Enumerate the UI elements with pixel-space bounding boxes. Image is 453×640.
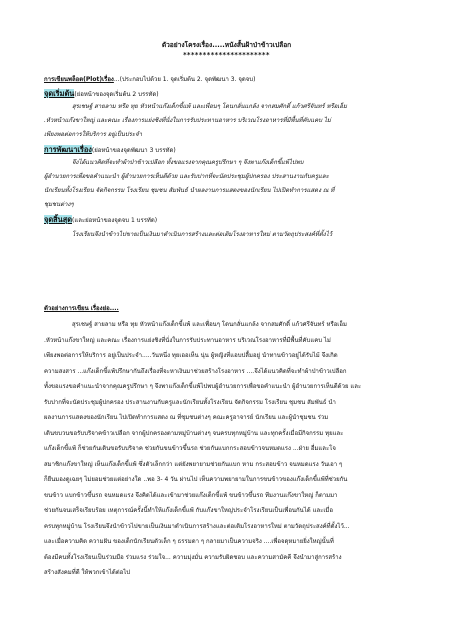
start-heading-line (44, 89, 159, 99)
start-note: (ย่อหน้าของจุดเริ่มต้น 2 บรรทัด) (74, 91, 159, 98)
example-line-9: แก๊งเด็กขี้แพ้ ก็ช่วยกันเดินขอรับบริจาค ช่วยกันขนข้าวขึ้นรถ ช่วยกันแบกกระสอบข้าวจนหมดแรง ...ฝ่าย อื่มและโจ (44, 445, 336, 452)
example-line-5: ทั้งขอแรงขอคำแนะนำจากคุณครูปรึกษา ๆ จึงพาแก๊งเด็กขี้แพ้ไปพบผู้อำนวยการเพื่อขอคำแนะนำ ผู้อำนวยการเห็นดีด้วย และ (44, 383, 362, 390)
dev-heading-line (44, 145, 176, 155)
end-note: (และย่อหน้าของจุดจบ 1 บรรทัด) (72, 217, 158, 224)
example-line-6: รับปากที่จะนัดประชุมผู้ปกครอง ประสานงานกับครูและนักเรียนทั้งโรงเรียน จัดกิจกรรม โรงเรียน ชุมชน สัมพันธ์ นำ (44, 398, 336, 406)
end-heading: จุดสิ้นสุด (44, 215, 73, 224)
example-line-8: เดินขบวนขอรับบริจาคข้าวเปลือก จากผู้ปกครองตามหมู่บ้านต่างๆ จนครบทุกหมู่บ้าน และทุกครั้งเมื่อมีกิจกรรม ทุยและ (44, 429, 344, 437)
example-line-4: ความสงสาร ...แก๊งเด็กขี้แพ้ปรึกษากันถึงเรื่องที่จะหาเงินมาช่วยสร้างโรงอาหาร ....จึงได้แนวคิดที่จะทำผ้าป่าข้าวเปลือก (44, 367, 347, 375)
example-line-7: ผลงานการแสดงของนักเรียน ไปเปิดทำการแสดง ณ ที่ชุมชนต่างๆ คณะครูอาจารย์ นักเรียน และผู้นำชุมชน ร่วม (44, 414, 329, 421)
dev-line-3: นักเรียนทั้งโรงเรียน จัดกิจกรรม โรงเรียน ชุมชน สัมพันธ์ นำผลงานการแสดงของนักเรียน ไปเปิดทำการแสดง ณ ที่ (44, 187, 335, 194)
end-line-1: โรงเรียนจึงนำข้าวไปขายเป็นเงินมาดำเนินการสร้างและต่อเติมโรงอาหารใหม่ ตามวัตถุประสงค์ที่ตั้งไว้ (72, 231, 333, 238)
example-line-12: ขนข้าว แบกข้าวขึ้นรถ จนหมดแรง จึงคิดได้และเข้ามาช่วยแก๊งเด็กขี้แพ้ ขนข้าวขึ้นรถ ทีมงานแก๊งขาใหญ่ ก็ตามมา (44, 491, 338, 499)
end-heading-line (44, 215, 157, 225)
start-line-1: สุรเชษฐ์ สายลาม หรือ ทุย หัวหน้าแก๊งเด็กขี้แพ้ และเพื่อนๆ โดนกลั่นแกล้ง จากสมศักดิ์ แก้วศรีจันทร์ หรือเอ็ม (72, 103, 347, 110)
example-line-11: ก็ยืนมองดูเฉยๆ ไม่ยอมช่วยแต่อย่างใด ..พอ 3- 4 วัน ผ่านไป เห็นความพยายามในการขนข้าวของแก๊งเด็กขี้แพ้ที่ช่วยกัน (44, 476, 348, 483)
start-line-2: .หัวหน้าแก๊งขาใหญ่ และคณะ เรื่องการแย่งชิงที่นั่งในการรับประทานอาหาร บริเวณโรงอาหารที่มีพื้นที่คับแคบ ไม่ (44, 117, 331, 124)
example-line-2: .หัวหน้าแก๊งขาใหญ่ และคณะ เรื่องการแย่งชิงที่นั่งในการรับประทานอาหาร บริเวณโรงอาหารที่มีพื้นที่คับแคบ ไม่ (44, 336, 331, 344)
example-line-1: สุรเชษฐ์ สายลาม หรือ ทุย หัวหน้าแก๊งเด็กขี้แพ้ และเพื่อนๆ โดนกลั่นแกล้ง จากสมศักดิ์ แก้วศรีจันทร์ หรือเอ็ม (72, 321, 347, 328)
dev-line-4: ชุมชนต่างๆ (44, 201, 74, 208)
dev-note: (ย่อหน้าของจุดพัฒนา 3 บรรทัด) (91, 147, 176, 154)
start-heading: จุดเริ่มต้น (44, 89, 75, 98)
document-title: ตัวอย่างโครงเรื่อง.....หนังสั้นฝ้าป่าข้าวเปลือก (161, 41, 292, 49)
example-line-13: ช่วยกันจนเสร็จเรียบร้อย เหตุการณ์ครั้งนี้ทำให้แก๊งเด็กขี้แพ้ กับแก๊งขาใหญ่ประจำโรงเรียนเป็นเพื่อนกันได้ และเมื่อ (44, 507, 333, 514)
example-line-3: เพียงพอต่อการให้บริการ อยู่เป็นประจำ.....วันหนึ่ง ทุยเออเห็น นุ่น ผู้หญิงที่แอบปลื้มอยู่ นำทานข้าวอยู่ได้รับไม้ จึงเกิด (44, 352, 338, 359)
dev-line-2: ผู้อำนวยการเพื่อขอคำแนะนำ ผู้อำนวยการเห็นดีด้วย และรับปากที่จะนัดประชุมผู้ปกครอง ประสานงานกับครูและ (44, 173, 329, 180)
example-line-15: และเมื่อความคิด ความฝัน ของเด็กนักเรียนตัวเล็ก ๆ ธรรมดา ๆ กลายมาเป็นความจริง ....เพื่อจดุหมายยิ่งใหญ่นั้นที่ (44, 538, 334, 545)
plot-heading-line (44, 75, 255, 84)
example-line-17: สร้างสังคมที่ดี ให้พวกเข้าได้ต่อไป (44, 569, 131, 576)
example-heading: ตัวอย่างการเขียน เรื่องย่อ.... (44, 305, 119, 312)
start-line-3: เพียงพอต่อการให้บริการ อยู่เป็นประจำ (44, 131, 143, 138)
example-line-14: ครบทุกหมู่บ้าน โรงเรียนจึงนำข้าวไปขายเป็นเงินมาดำเนินการสร้างและต่อเติมโรงอาหารใหม่ ตามวัตถุประสงค์ที่ตั้งไว้... (44, 522, 350, 530)
dev-line-1: จึงได้แนวคิดที่จะทำผ้าป่าข้าวเปลือก ทั้งขอแรงจากคุณครูปรึกษา ๆ จึงพาแก๊งเด็กขี้แพ้ไปพบ (72, 159, 304, 166)
dev-heading: การพัฒนาเรื่อง (44, 145, 92, 154)
example-line-16: ต้องมีคนทั้งโรงเรียนเป็นร่วมมือ ร่วมแรง ร่วมใจ... ความมุ่งมั่น ความรับผิดชอบ และความสามัคคี จึงนำมาสู่การสร้าง (44, 553, 342, 561)
title-divider-stars: ********************** (183, 51, 270, 59)
example-line-10: สมาชิกแก๊งขาใหญ่ เห็นแก๊งเด็กขี้แพ้ ซึ่งตัวเล็กกว่า แต่ยังพยายามช่วยกันแบก หาม กระสอบข้าว จนหมดแรง วันเอา ๆ (44, 460, 343, 468)
plot-heading: การเขียนพล็อต(Plot)เรื่อง (44, 76, 114, 83)
plot-note: ...(ประกอบไปด้วย 1. จุดเริ่มต้น 2. จุดพัฒนา 3. จุดจบ) (113, 76, 256, 83)
